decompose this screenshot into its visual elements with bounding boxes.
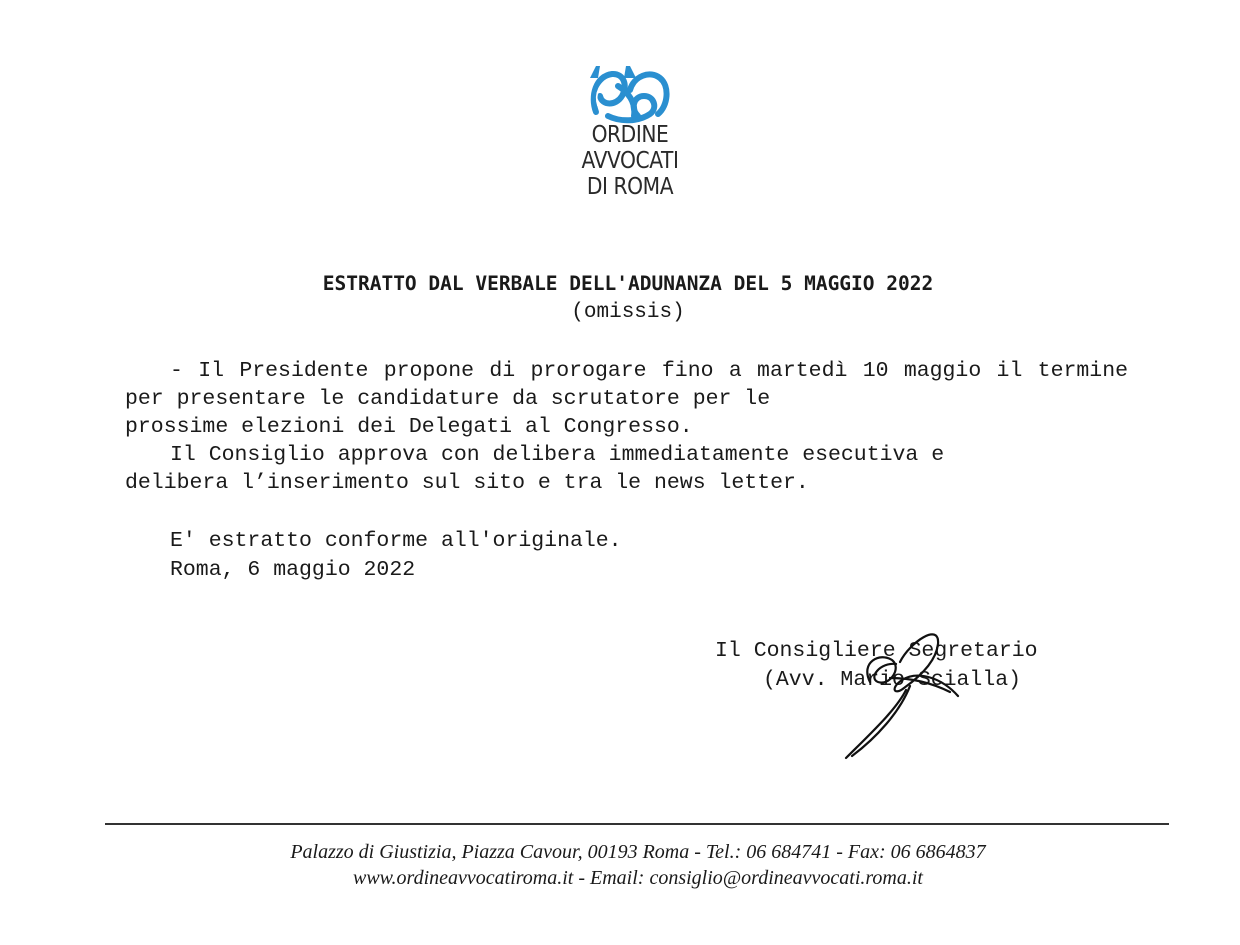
conformity-statement: E' estratto conforme all'originale. xyxy=(170,529,622,553)
logo-line-ordine: ORDINE xyxy=(591,122,669,148)
logo-text xyxy=(568,122,691,200)
signatory-name: (Avv. Mario Scialla) xyxy=(763,668,1022,692)
paragraph-2-line-2: delibera l’inserimento sul sito e tra le news letter. xyxy=(125,471,809,495)
footer-address: Palazzo di Giustizia, Piazza Cavour, 00193 Roma - Tel.: 06 684741 - Fax: 06 6864837 xyxy=(290,841,986,863)
footer-contacts: www.ordineavvocatiroma.it - Email: consiglio@ordineavvocati.roma.it xyxy=(353,867,923,889)
paragraph-1-line-2: prossime elezioni dei Delegati al Congresso. xyxy=(125,415,693,439)
document-subtitle: (omissis) xyxy=(571,301,685,324)
paragraph-1-line-1: - Il Presidente propone di prorogare fino a martedì 10 maggio il termine per presentare le candidature da scrutatore per le xyxy=(125,359,1128,411)
logo-line-roma: DI ROMA xyxy=(586,174,674,200)
paragraph-2-line-1: Il Consiglio approva con delibera immediatamente esecutiva e xyxy=(170,443,945,467)
signatory-role: Il Consigliere Segretario xyxy=(715,639,1038,663)
document-body xyxy=(125,357,1128,497)
footer xyxy=(18,839,1240,891)
logo-line-avvocati: AVVOCATI xyxy=(581,148,679,174)
footer-divider xyxy=(105,823,1169,825)
logo xyxy=(560,66,700,216)
handwritten-signature xyxy=(830,622,970,762)
logo-feet-icon xyxy=(588,66,644,78)
closing-block xyxy=(170,527,622,585)
place-date: Roma, 6 maggio 2022 xyxy=(170,558,416,582)
document-title: ESTRATTO DAL VERBALE DELL'ADUNANZA DEL 5 MAGGIO 2022 xyxy=(322,272,934,295)
